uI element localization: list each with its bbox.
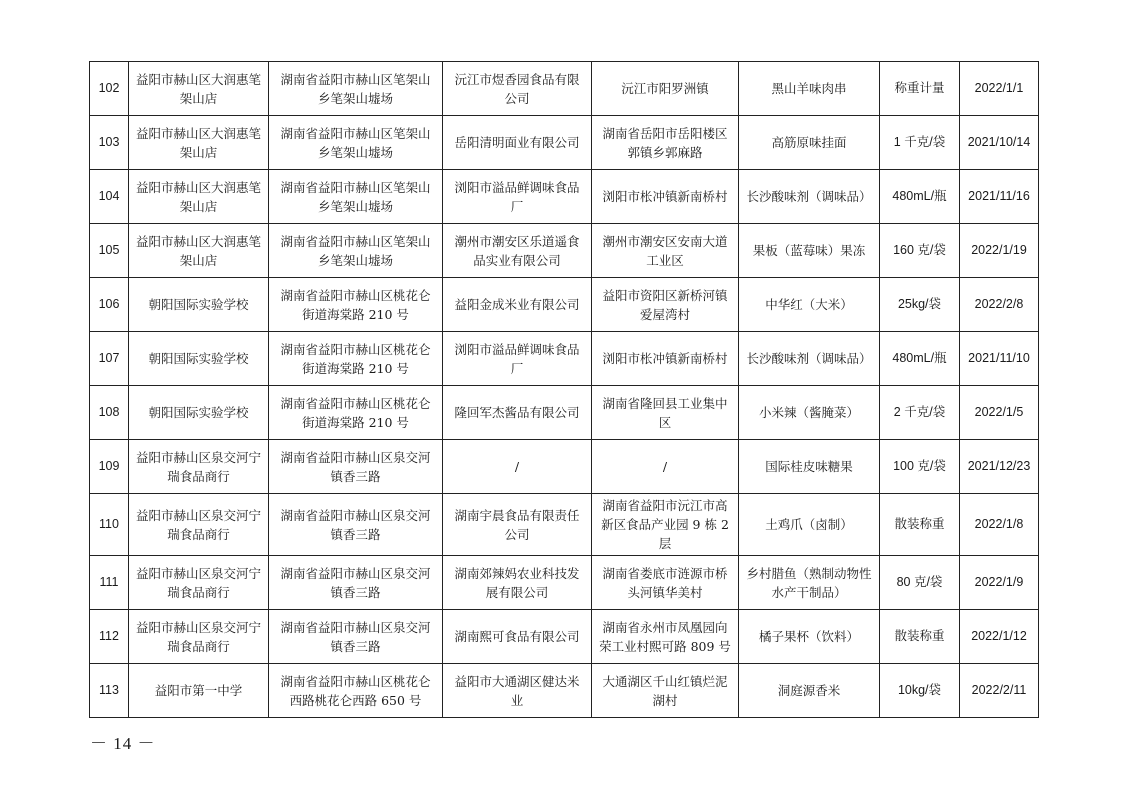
- seller-name: 朝阳国际实验学校: [129, 386, 269, 440]
- product-name: 小米辣（酱腌菜）: [739, 386, 880, 440]
- product-name: 长沙酸味剂（调味品）: [739, 332, 880, 386]
- product-spec: 2 千克/袋: [880, 386, 960, 440]
- seller-name: 朝阳国际实验学校: [129, 278, 269, 332]
- product-name: 洞庭源香米: [739, 664, 880, 718]
- row-number: 105: [90, 224, 129, 278]
- manufacturer-address: 沅江市阳罗洲镇: [592, 62, 739, 116]
- manufacturer-address: 湖南省益阳市沅江市高新区食品产业园 9 栋 2 层: [592, 494, 739, 556]
- manufacturer-address: 浏阳市枨冲镇新南桥村: [592, 170, 739, 224]
- product-spec: 散装称重: [880, 610, 960, 664]
- production-date: 2022/1/1: [960, 62, 1039, 116]
- manufacturer-address: 湖南省永州市凤凰园向荣工业村熙可路 809 号: [592, 610, 739, 664]
- manufacturer-address: 浏阳市枨冲镇新南桥村: [592, 332, 739, 386]
- sampling-table: [89, 61, 1039, 718]
- product-name: 果板（蓝莓味）果冻: [739, 224, 880, 278]
- product-name: 长沙酸味剂（调味品）: [739, 170, 880, 224]
- manufacturer-address: 益阳市资阳区新桥河镇爱屋湾村: [592, 278, 739, 332]
- table-row: [90, 224, 1039, 278]
- seller-name: 益阳市赫山区大润惠笔架山店: [129, 116, 269, 170]
- manufacturer-name: 湖南熙可食品有限公司: [443, 610, 592, 664]
- manufacturer-name: 浏阳市溢品鲜调味食品厂: [443, 332, 592, 386]
- manufacturer-address: /: [592, 440, 739, 494]
- table-row: [90, 440, 1039, 494]
- production-date: 2021/11/16: [960, 170, 1039, 224]
- page-number: － 14 －: [90, 734, 156, 753]
- row-number: 107: [90, 332, 129, 386]
- manufacturer-address: 湖南省娄底市涟源市桥头河镇华美村: [592, 556, 739, 610]
- production-date: 2022/1/19: [960, 224, 1039, 278]
- row-number: 110: [90, 494, 129, 556]
- manufacturer-address: 大通湖区千山红镇烂泥湖村: [592, 664, 739, 718]
- manufacturer-address: 湖南省岳阳市岳阳楼区郭镇乡郭麻路: [592, 116, 739, 170]
- seller-name: 益阳市赫山区泉交河宁瑞食品商行: [129, 610, 269, 664]
- product-name: 土鸡爪（卤制）: [739, 494, 880, 556]
- row-number: 112: [90, 610, 129, 664]
- product-spec: 1 千克/袋: [880, 116, 960, 170]
- row-number: 106: [90, 278, 129, 332]
- row-number: 104: [90, 170, 129, 224]
- seller-address: 湖南省益阳市赫山区桃花仑街道海棠路 210 号: [269, 278, 443, 332]
- row-number: 111: [90, 556, 129, 610]
- production-date: 2022/2/8: [960, 278, 1039, 332]
- production-date: 2022/1/8: [960, 494, 1039, 556]
- manufacturer-name: 湖南宇晨食品有限责任公司: [443, 494, 592, 556]
- row-number: 108: [90, 386, 129, 440]
- product-name: 国际桂皮味糖果: [739, 440, 880, 494]
- seller-address: 湖南省益阳市赫山区桃花仑街道海棠路 210 号: [269, 332, 443, 386]
- product-name: 高筋原味挂面: [739, 116, 880, 170]
- manufacturer-name: 沅江市煜香园食品有限公司: [443, 62, 592, 116]
- table-row: [90, 170, 1039, 224]
- product-spec: 160 克/袋: [880, 224, 960, 278]
- product-spec: 480mL/瓶: [880, 332, 960, 386]
- row-number: 103: [90, 116, 129, 170]
- table-row: [90, 664, 1039, 718]
- table-row: [90, 494, 1039, 556]
- manufacturer-name: 潮州市潮安区乐道遥食品实业有限公司: [443, 224, 592, 278]
- seller-address: 湖南省益阳市赫山区泉交河镇香三路: [269, 494, 443, 556]
- product-name: 乡村腊鱼（熟制动物性水产干制品）: [739, 556, 880, 610]
- production-date: 2022/1/12: [960, 610, 1039, 664]
- table-row: [90, 556, 1039, 610]
- manufacturer-name: 浏阳市溢品鲜调味食品厂: [443, 170, 592, 224]
- seller-name: 益阳市赫山区大润惠笔架山店: [129, 62, 269, 116]
- product-spec: 480mL/瓶: [880, 170, 960, 224]
- row-number: 102: [90, 62, 129, 116]
- row-number: 109: [90, 440, 129, 494]
- seller-name: 益阳市第一中学: [129, 664, 269, 718]
- product-spec: 10kg/袋: [880, 664, 960, 718]
- product-name: 黑山羊味肉串: [739, 62, 880, 116]
- product-spec: 25kg/袋: [880, 278, 960, 332]
- product-spec: 100 克/袋: [880, 440, 960, 494]
- row-number: 113: [90, 664, 129, 718]
- product-name: 橘子果杯（饮料）: [739, 610, 880, 664]
- seller-name: 益阳市赫山区大润惠笔架山店: [129, 170, 269, 224]
- seller-address: 湖南省益阳市赫山区笔架山乡笔架山墟场: [269, 116, 443, 170]
- manufacturer-address: 湖南省隆回县工业集中区: [592, 386, 739, 440]
- table-row: [90, 278, 1039, 332]
- production-date: 2022/1/9: [960, 556, 1039, 610]
- manufacturer-name: 益阳金成米业有限公司: [443, 278, 592, 332]
- seller-address: 湖南省益阳市赫山区桃花仑街道海棠路 210 号: [269, 386, 443, 440]
- manufacturer-name: /: [443, 440, 592, 494]
- table-row: [90, 610, 1039, 664]
- seller-name: 益阳市赫山区大润惠笔架山店: [129, 224, 269, 278]
- production-date: 2021/12/23: [960, 440, 1039, 494]
- seller-name: 益阳市赫山区泉交河宁瑞食品商行: [129, 556, 269, 610]
- manufacturer-name: 隆回军杰酱品有限公司: [443, 386, 592, 440]
- table-row: [90, 386, 1039, 440]
- seller-address: 湖南省益阳市赫山区泉交河镇香三路: [269, 610, 443, 664]
- production-date: 2022/1/5: [960, 386, 1039, 440]
- product-spec: 散装称重: [880, 494, 960, 556]
- product-spec: 称重计量: [880, 62, 960, 116]
- manufacturer-name: 岳阳清明面业有限公司: [443, 116, 592, 170]
- manufacturer-address: 潮州市潮安区安南大道工业区: [592, 224, 739, 278]
- seller-address: 湖南省益阳市赫山区桃花仑西路桃花仑西路 650 号: [269, 664, 443, 718]
- table-row: [90, 62, 1039, 116]
- seller-address: 湖南省益阳市赫山区泉交河镇香三路: [269, 556, 443, 610]
- table-row: [90, 116, 1039, 170]
- product-spec: 80 克/袋: [880, 556, 960, 610]
- seller-address: 湖南省益阳市赫山区笔架山乡笔架山墟场: [269, 62, 443, 116]
- seller-name: 益阳市赫山区泉交河宁瑞食品商行: [129, 440, 269, 494]
- production-date: 2021/10/14: [960, 116, 1039, 170]
- product-name: 中华红（大米）: [739, 278, 880, 332]
- seller-address: 湖南省益阳市赫山区笔架山乡笔架山墟场: [269, 170, 443, 224]
- production-date: 2021/11/10: [960, 332, 1039, 386]
- manufacturer-name: 益阳市大通湖区健达米业: [443, 664, 592, 718]
- production-date: 2022/2/11: [960, 664, 1039, 718]
- table-row: [90, 332, 1039, 386]
- seller-name: 益阳市赫山区泉交河宁瑞食品商行: [129, 494, 269, 556]
- seller-name: 朝阳国际实验学校: [129, 332, 269, 386]
- seller-address: 湖南省益阳市赫山区笔架山乡笔架山墟场: [269, 224, 443, 278]
- seller-address: 湖南省益阳市赫山区泉交河镇香三路: [269, 440, 443, 494]
- manufacturer-name: 湖南郊辣妈农业科技发展有限公司: [443, 556, 592, 610]
